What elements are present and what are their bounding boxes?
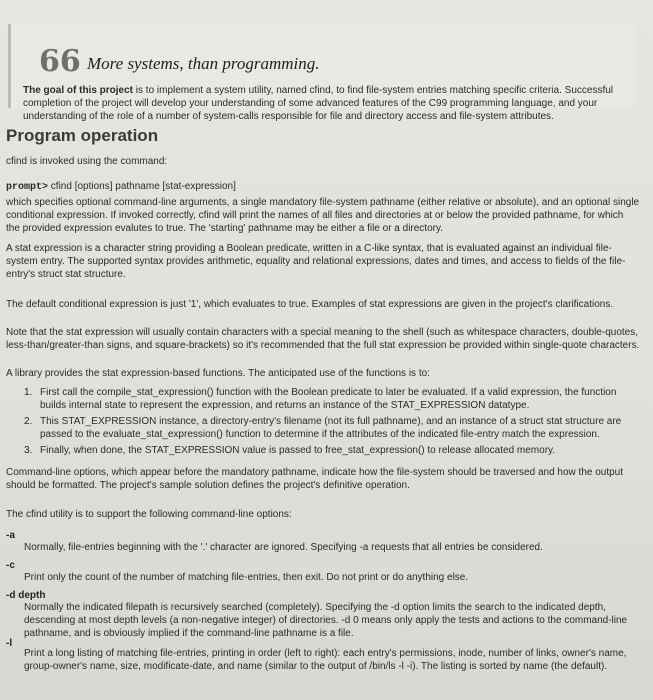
paragraph-1: which specifies optional command-line arguments, a single mandatory file-system pathname (either relative or absolute), and an optional single conditional expression. If invoked correctly, cfind will print the names of all files and directories at or below the provided pathname, for which the provided expression evalutes to true. The 'starting' pathname may be either a file or a directory. [6, 197, 640, 234]
paragraph-6: Command-line options, which appear before the mandatory pathname, indicate how the file-system should be traversed and how the output should be formatted. The project's sample solution defines the project's definitive operation. [6, 467, 624, 491]
tagline: More systems, than programming. [87, 54, 320, 73]
step-text: First call the compile_stat_expression() function with the Boolean predicate to later be evaluated. If a valid expression, the function builds internal state to represent the expression, and returns an instance of the STAT_EXPRESSION datatype. [40, 387, 617, 411]
step-number: 1. [24, 387, 33, 398]
command-line [6, 180, 636, 194]
quote-icon: 66 [39, 44, 81, 79]
paragraph-4: Note that the stat expression will usually contain characters with a special meaning to the shell (such as whitespace characters, double-quotes, less-than/greater-than signs, and square-brackets) so it's recommended that the full stat expression be provided within single-quote characters. [6, 327, 640, 351]
option-text: Print only the count of the number of matching file-entries, then exit. Do not print or do anything else. [24, 572, 469, 583]
step-number: 2. [24, 416, 33, 427]
quote-banner [8, 24, 636, 122]
paragraph-7: The cfind utility is to support the following command-line options: [6, 509, 292, 520]
goal-paragraph [23, 84, 629, 123]
option-flag: -c [6, 560, 15, 571]
command-text: cfind [options] pathname [stat-expression] [48, 181, 236, 192]
prompt-label: prompt> [6, 182, 49, 193]
step-number: 3. [24, 445, 33, 456]
goal-rest: is to implement a system utility, named cfind, to find file-system entries matching specific criteria. Successful completion of the project will develop your understanding of some advanced features of the C99 programming language, and your understanding of the role of a number of system-calls responsible for file and directory access and file-system attributes. [23, 85, 614, 122]
invoked-text: cfind is invoked using the command: [6, 156, 168, 167]
step-text: Finally, when done, the STAT_EXPRESSION value is passed to free_stat_expression() to release allocated memory. [40, 445, 556, 456]
paragraph-5: A library provides the stat expression-based functions. The anticipated use of the functions is to: [6, 368, 430, 379]
step-text: This STAT_EXPRESSION instance, a directory-entry's filename (not its full pathname), and an instance of a struct stat structure are passed to the evaluate_stat_expression() function to determine if the attributes of the indicated file-entry match the expression. [40, 416, 622, 440]
option-text: Print a long listing of matching file-entries, printing in order (left to right): each entry's permissions, inode, number of links, owner's name, group-owner's name, size, modificate-date, and name (similar to the output of /bin/ls -l -i). The listing is sorted by name (the default). [24, 648, 627, 672]
option-text: Normally the indicated filepath is recursively searched (completely). Specifying the -d option limits the search to the indicated depth, descending at most depth levels (a non-negative integer) of directories. -d 0 means only apply the tests and actions to the command-line pathname, and is obviously implied if the command-line pathname is a file. [24, 602, 628, 639]
option-flag: -d depth [6, 590, 46, 601]
option-text: Normally, file-entries beginning with the '.' character are ignored. Specifying -a requests that all entries be considered. [24, 542, 543, 553]
paragraph-3: The default conditional expression is just '1', which evaluates to true. Examples of stat expressions are given in the project's clarifications. [6, 299, 614, 310]
option-flag: -a [6, 530, 15, 541]
option-flag: -l [6, 638, 13, 649]
goal-lead: The goal of this project [23, 85, 134, 96]
paragraph-2: A stat expression is a character string providing a Boolean predicate, written in a C-like syntax, that is evaluated against an individual file-system entry. The supported syntax provides arithmetic, equality and relational expressions, dates and times, and access to fields of the file-entry's struct stat structure. [6, 243, 626, 280]
section-title: Program operation [6, 126, 159, 145]
